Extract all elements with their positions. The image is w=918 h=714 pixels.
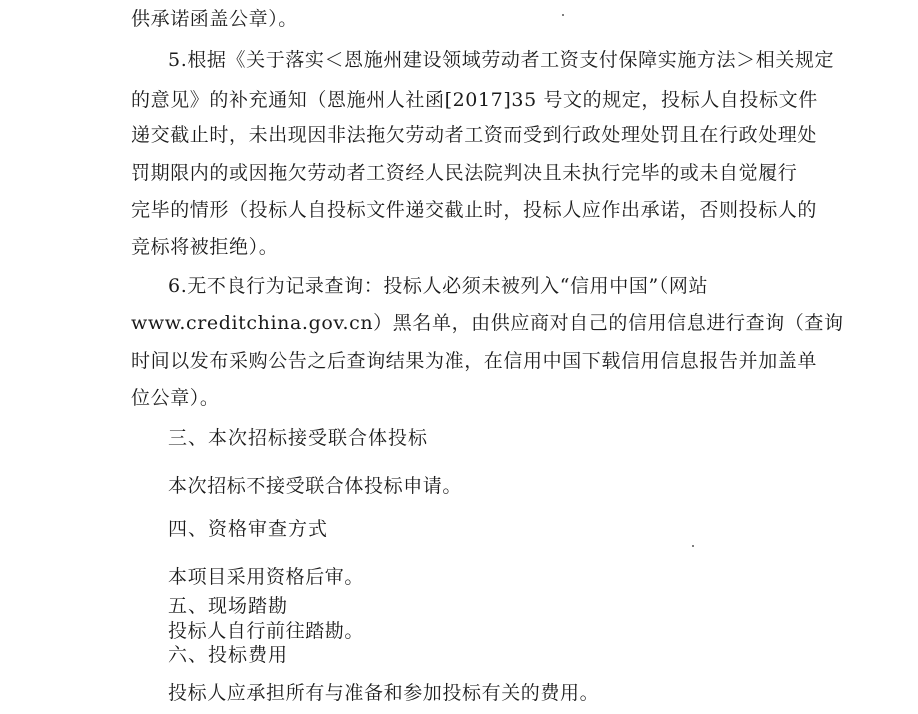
text-line: 竞标将被拒绝）。 [131,236,279,258]
text-line: 供承诺函盖公章）。 [131,8,298,30]
clause-5-line: 5.根据《关于落实＜恩施州建设领域劳动者工资支付保障实施方法＞相关规定 [168,49,835,71]
text-line: 罚期限内的或因拖欠劳动者工资经人民法院判决且未执行完毕的或未自觉履行 [131,162,798,184]
section-body: 投标人应承担所有与准备和参加投标有关的费用。 [168,682,600,704]
text-line: www.creditchina.gov.cn）黑名单，由供应商对自己的信用信息进行查询（查询 [131,312,844,334]
section-body: 本项目采用资格后审。 [168,566,365,588]
scan-speck [692,545,694,547]
text-line: 位公章）。 [131,387,220,409]
section-body: 投标人自行前往踏勘。 [168,620,365,642]
section-heading: 六、投标费用 [168,644,289,666]
text-line: 的意见》的补充通知（恩施州人社函[2017]35 号文的规定，投标人自投标文件 [131,89,818,111]
text-line: 时间以发布采购公告之后查询结果为准，在信用中国下载信用信息报告并加盖单 [131,350,818,372]
clause-6-line: 6.无不良行为记录查询：投标人必须未被列入“信用中国”（网站 [168,275,709,297]
section-heading: 三、本次招标接受联合体投标 [168,427,429,449]
scan-speck [562,14,564,16]
text-line: 完毕的情形（投标人自投标文件递交截止时，投标人应作出承诺，否则投标人的 [131,199,818,221]
section-heading: 五、现场踏勘 [168,595,289,617]
section-heading: 四、资格审查方式 [168,518,329,540]
text-line: 递交截止时，未出现因非法拖欠劳动者工资而受到行政处理处罚且在行政处理处 [131,124,818,146]
section-body: 本次招标不接受联合体投标申请。 [168,475,463,497]
